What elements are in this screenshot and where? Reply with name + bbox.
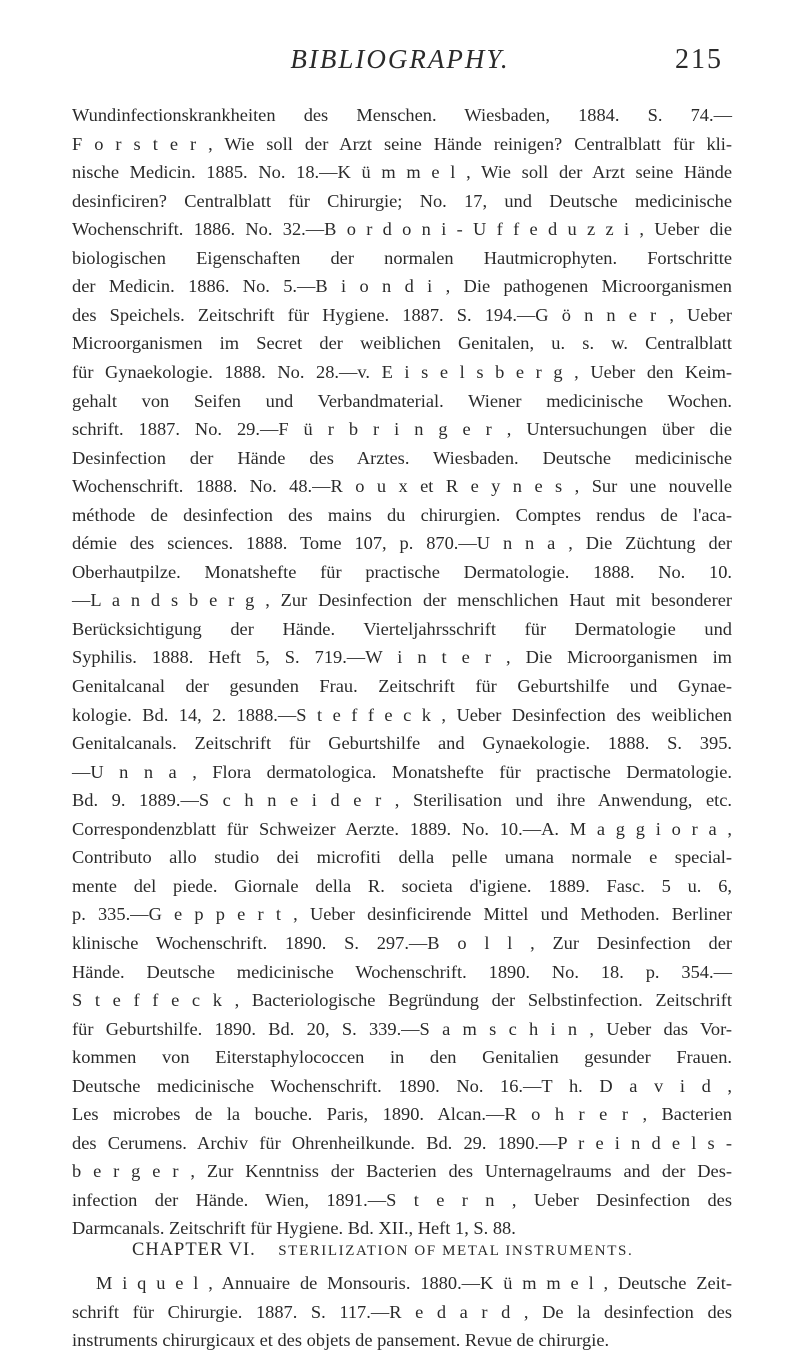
text-line: biologischen Eigenschaften der normalen Hautmicrophyten. Fortschritte bbox=[72, 247, 732, 268]
chapter-title: STERILIZATION OF METAL INSTRUMENTS. bbox=[278, 1243, 634, 1259]
text-line: Bd. 9. 1889.—S c h n e i d e r , Sterilisation und ihre Anwendung, etc. bbox=[72, 790, 732, 811]
text-line: Syphilis. 1888. Heft 5, S. 719.—W i n t e r , Die Microorganismen im bbox=[72, 647, 732, 668]
text-line: desinficiren? Centralblatt für Chirurgie; No. 17, und Deutsche medicinische bbox=[72, 190, 732, 211]
text-line: instruments chirurgicaux et des objets de pansement. Revue de chirurgie. bbox=[72, 1330, 610, 1351]
text-line: Microorganismen im Secret der weiblichen Genitalen, u. s. w. Centralblatt bbox=[72, 333, 732, 354]
text-line: démie des sciences. 1888. Tome 107, p. 870.—U n n a , Die Züchtung der bbox=[72, 533, 732, 554]
text-line: des Cerumens. Archiv für Ohrenheilkunde. Bd. 29. 1890.—P r e i n d e l s - bbox=[72, 1132, 732, 1153]
text-line: der Medicin. 1886. No. 5.—B i o n d i , Die pathogenen Microorganismen bbox=[72, 276, 732, 297]
text-line: Oberhautpilze. Monatshefte für practische Dermatologie. 1888. No. 10. bbox=[72, 561, 732, 582]
text-line: kologie. Bd. 14, 2. 1888.—S t e f f e c k , Ueber Desinfection des weiblichen bbox=[72, 704, 732, 725]
text-line: —L a n d s b e r g , Zur Desinfection der menschlichen Haut mit besonderer bbox=[72, 590, 732, 611]
text-line: Wochenschrift. 1888. No. 48.—R o u x et R e y n e s , Sur une nouvelle bbox=[72, 476, 732, 497]
text-line: des Speichels. Zeitschrift für Hygiene. 1887. S. 194.—G ö n n e r , Ueber bbox=[72, 304, 732, 325]
running-title: BIBLIOGRAPHY. bbox=[290, 44, 510, 74]
text-line: für Gynaekologie. 1888. No. 28.—v. E i s e l s b e r g , Ueber den Keim- bbox=[72, 361, 732, 382]
text-line: mente del piede. Giornale della R. societa d'igiene. 1889. Fasc. 5 u. 6, bbox=[72, 875, 732, 896]
text-line: Wundinfectionskrankheiten des Menschen. Wiesbaden, 1884. S. 74.— bbox=[72, 105, 732, 125]
page-number: 215 bbox=[675, 44, 723, 75]
text-line: klinische Wochenschrift. 1890. S. 297.—B o l l , Zur Desinfection der bbox=[72, 932, 732, 953]
text-line: für Geburtshilfe. 1890. Bd. 20, S. 339.—S a m s c h i n , Ueber das Vor- bbox=[72, 1018, 732, 1039]
chapter-heading bbox=[132, 1240, 772, 1261]
text-line: schrift. 1887. No. 29.—F ü r b r i n g e r , Untersuchungen über die bbox=[72, 419, 732, 440]
text-line: M i q u e l , Annuaire de Monsouris. 1880.—K ü m m e l , Deutsche Zeit- bbox=[96, 1273, 732, 1293]
text-line: —U n n a , Flora dermatologica. Monatshefte für practische Dermatologie. bbox=[72, 761, 732, 782]
text-line: nische Medicin. 1885. No. 18.—K ü m m e l , Wie soll der Arzt seine Hände bbox=[72, 162, 732, 183]
text-line: méthode de desinfection des mains du chirurgien. Comptes rendus de l'aca- bbox=[72, 504, 732, 525]
running-header bbox=[0, 44, 800, 88]
text-line: S t e f f e c k , Bacteriologische Begründung der Selbstinfection. Zeitschrift bbox=[72, 990, 732, 1011]
text-line: b e r g e r , Zur Kenntniss der Bacterien des Unternagelraums and der Des- bbox=[72, 1161, 732, 1182]
text-line: Berücksichtigung der Hände. Vierteljahrsschrift für Dermatologie und bbox=[72, 618, 732, 639]
text-line: kommen von Eiterstaphylococcen in den Genitalien gesunder Frauen. bbox=[72, 1047, 732, 1068]
text-line: Les microbes de la bouche. Paris, 1890. Alcan.—R o h r e r , Bacterien bbox=[72, 1104, 732, 1125]
text-line: gehalt von Seifen und Verbandmaterial. Wiener medicinische Wochen. bbox=[72, 390, 732, 411]
text-line: Correspondenzblatt für Schweizer Aerzte. 1889. No. 10.—A. M a g g i o r a , bbox=[72, 818, 732, 839]
text-line: schrift für Chirurgie. 1887. S. 117.—R e d a r d , De la desinfection des bbox=[72, 1301, 732, 1322]
text-line: Wochenschrift. 1886. No. 32.—B o r d o n i - U f f e d u z z i , Ueber die bbox=[72, 219, 732, 240]
chapter-label: CHAPTER VI. bbox=[132, 1240, 256, 1260]
text-line: Desinfection der Hände des Arztes. Wiesbaden. Deutsche medicinische bbox=[72, 447, 732, 468]
text-line: Deutsche medicinische Wochenschrift. 1890. No. 16.—T h. D a v i d , bbox=[72, 1075, 732, 1096]
text-line: Contributo allo studio dei microfiti della pelle umana normale e special- bbox=[72, 847, 732, 868]
text-line: p. 335.—G e p p e r t , Ueber desinficirende Mittel und Methoden. Berliner bbox=[72, 904, 732, 925]
text-line: Darmcanals. Zeitschrift für Hygiene. Bd. XII., Heft 1, S. 88. bbox=[72, 1218, 516, 1239]
text-line: Hände. Deutsche medicinische Wochenschrift. 1890. No. 18. p. 354.— bbox=[72, 961, 732, 982]
text-line: infection der Hände. Wien, 1891.—S t e r n , Ueber Desinfection des bbox=[72, 1189, 732, 1210]
text-line: Genitalcanals. Zeitschrift für Geburtshilfe and Gynaekologie. 1888. S. 395. bbox=[72, 733, 732, 754]
text-line: F o r s t e r , Wie soll der Arzt seine Hände reinigen? Centralblatt für kli- bbox=[72, 133, 732, 154]
text-line: Genitalcanal der gesunden Frau. Zeitschrift für Geburtshilfe und Gynae- bbox=[72, 676, 732, 696]
